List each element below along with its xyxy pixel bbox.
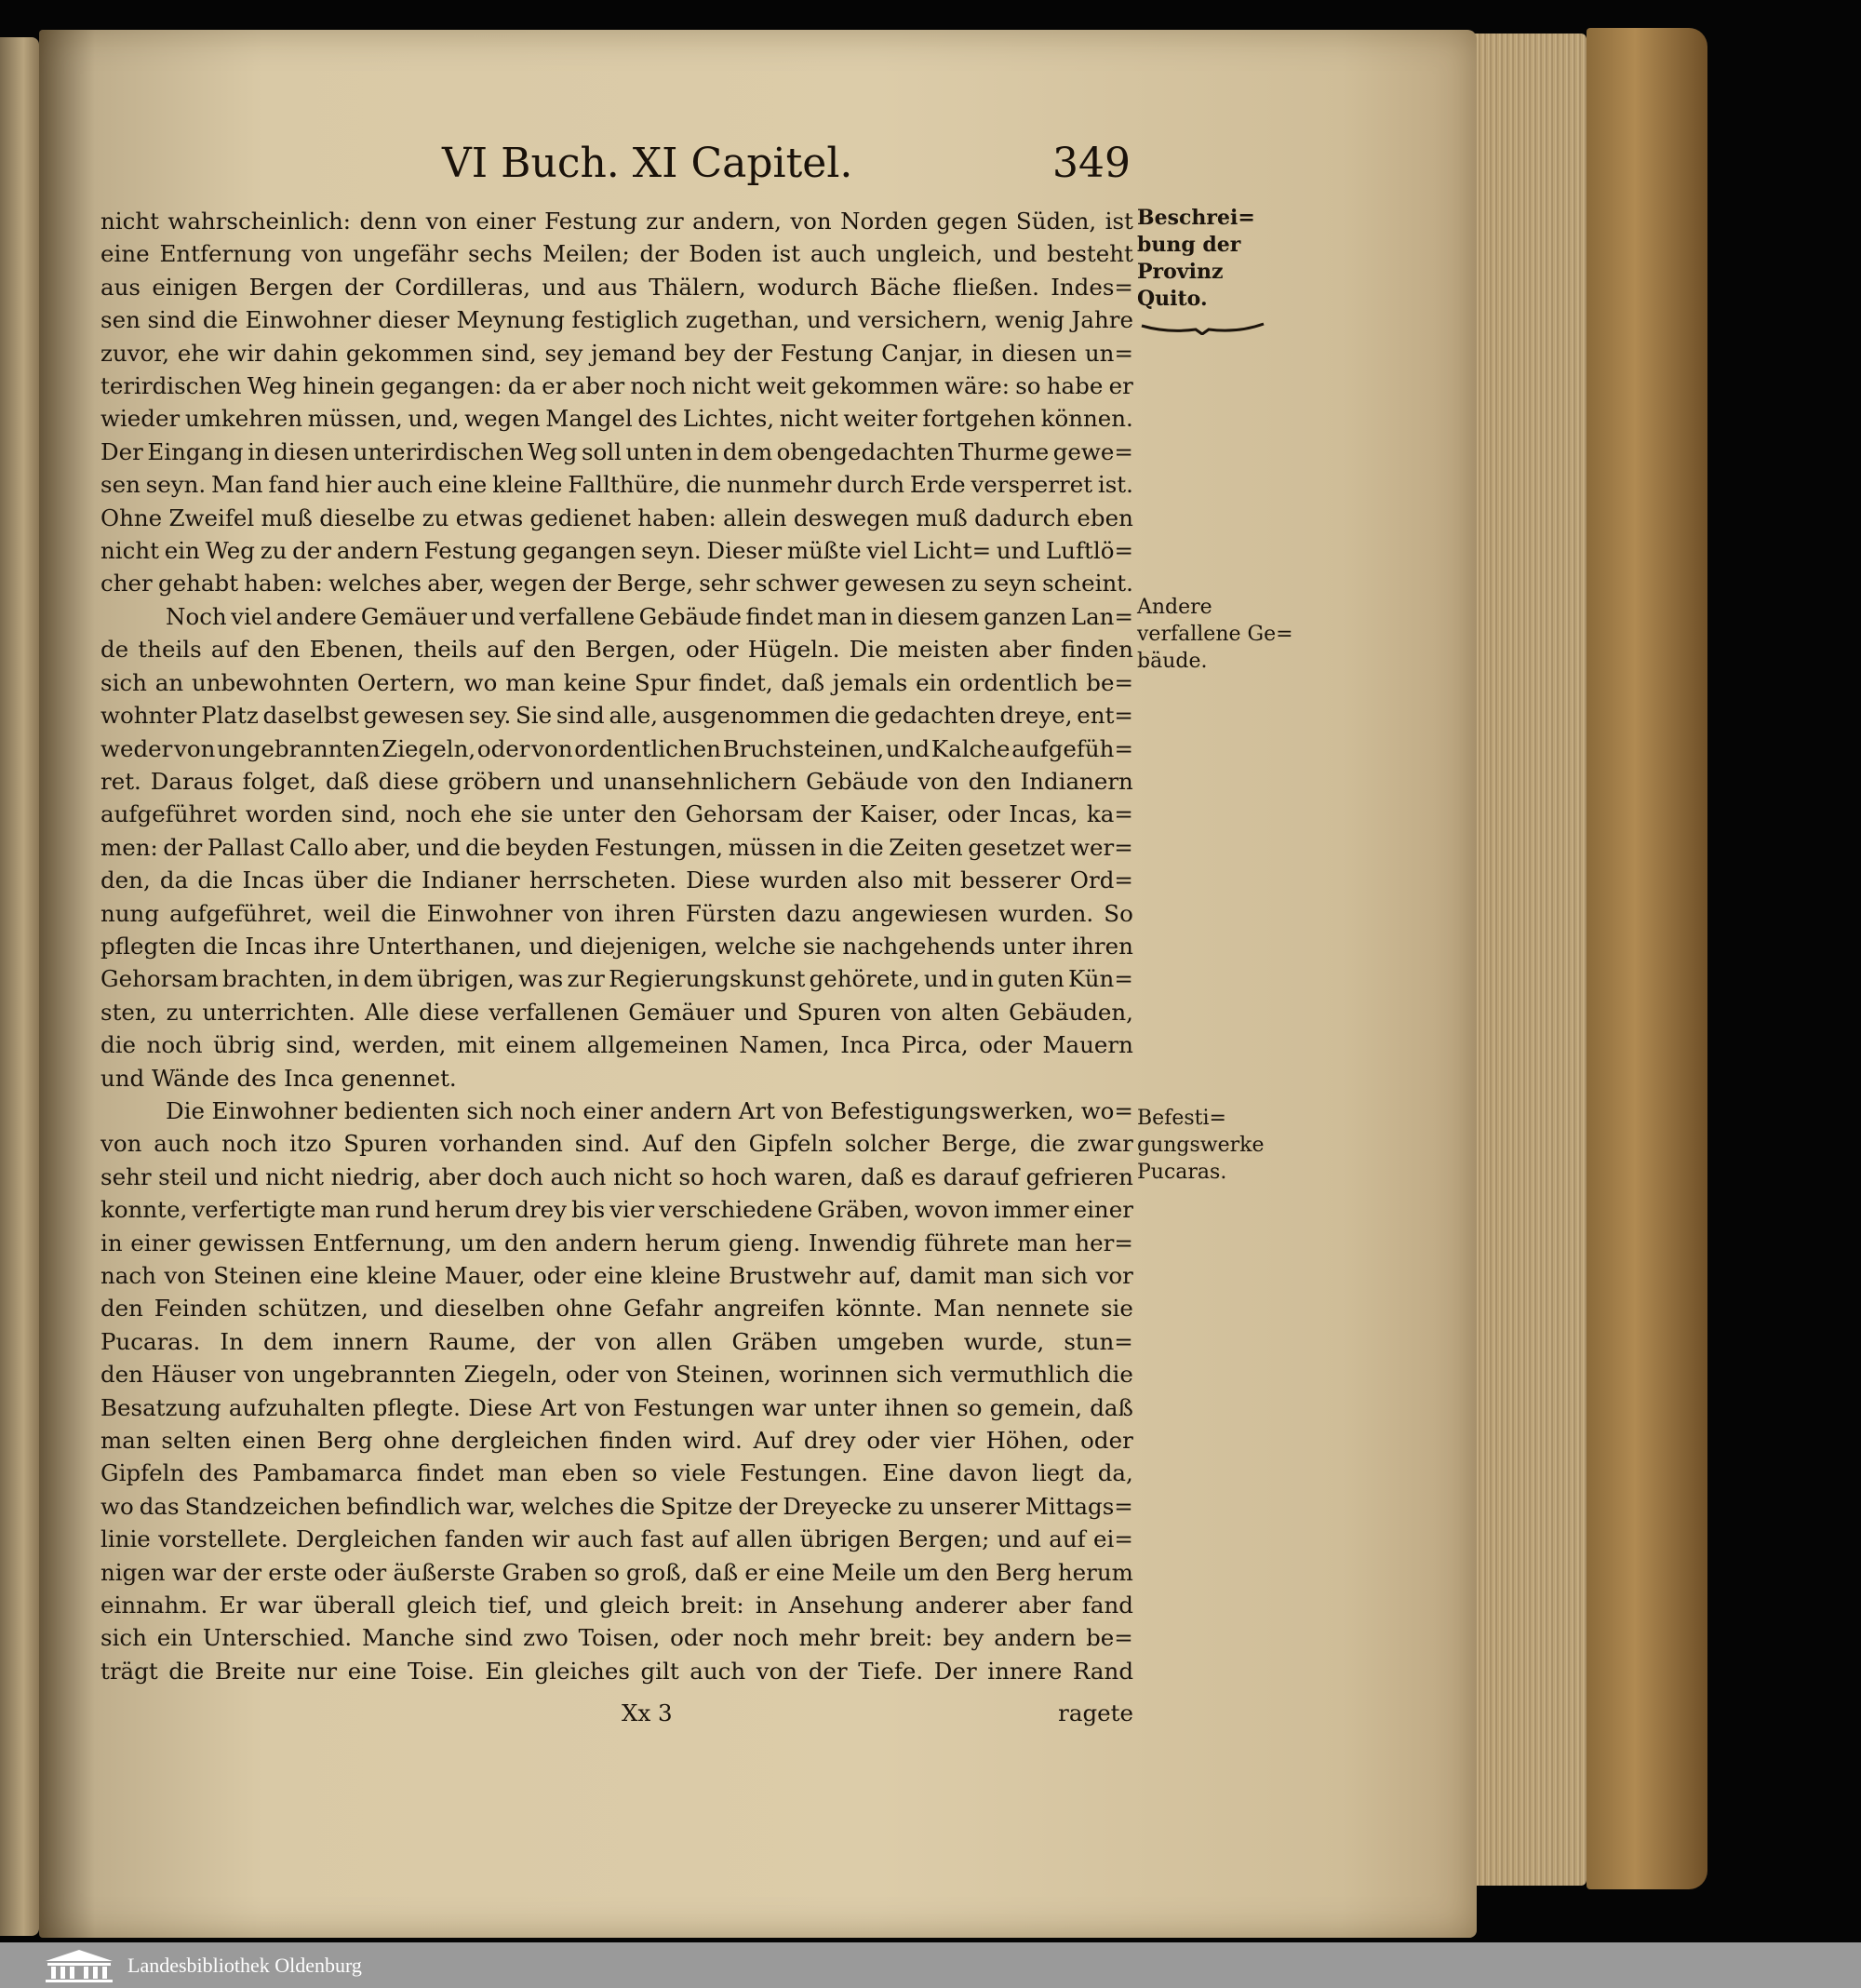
text-line: Pucaras. In dem innern Raume, der von allen Gräben umgeben wurde, stun= [100, 1327, 1133, 1355]
text-line: nigen war der erste oder äußerste Graben so groß, daß er eine Meile um den Berg herum [100, 1558, 1133, 1586]
marginal-note-fortifications [1137, 1105, 1267, 1186]
text-line: Gehorsam brachten, in dem übrigen, was zur Regierungskunst gehörete, und in guten Kün= [100, 965, 1133, 993]
margin-line: verfallene Ge= [1137, 623, 1293, 646]
text-line: sich an unbewohnten Oertern, wo man keine Spur findet, daß jemals ein ordentlich be= [100, 668, 1133, 696]
margin-line: Andere [1137, 596, 1212, 619]
margin-line: Befesti= [1137, 1107, 1226, 1130]
text-line: Gipfeln des Pambamarca findet man eben so viele Festungen. Eine davon liegt da, [100, 1459, 1133, 1487]
text-line: wieder umkehren müssen, und, wegen Mangel des Lichtes, nicht weiter fortgehen können. [100, 405, 1133, 433]
text-line: ret. Daraus folget, daß diese gröbern und unansehnlichern Gebäude von den Indianern [100, 767, 1133, 795]
text-line: pflegten die Incas ihre Unterthanen, und diejenigen, welche sie nachgehends unter ihren [100, 932, 1133, 960]
text-line: von auch noch itzo Spuren vorhanden sind. Auf den Gipfeln solcher Berge, die zwar [100, 1130, 1133, 1158]
margin-line: bäude. [1137, 650, 1208, 673]
left-page-edge [0, 37, 39, 1936]
body-text [100, 205, 1133, 1687]
marginal-note-province [1137, 205, 1267, 313]
text-line: wohnter Platz daselbst gewesen sey. Sie sind alle, ausgenommen die gedachten dreye, ent= [100, 702, 1133, 730]
library-banner [0, 1942, 1861, 1988]
text-line: weder von ungebrannten Ziegeln, oder von ordentlichen Bruchsteinen, und Kalche aufgefüh= [100, 734, 1133, 762]
text-line: den Häuser von ungebrannten Ziegeln, oder von Steinen, worinnen sich vermuthlich die [100, 1361, 1133, 1389]
text-line: Noch viel andere Gemäuer und verfallene Gebäude findet man in diesem ganzen Lan= [166, 602, 1133, 630]
text-line: linie vorstellete. Dergleichen fanden wir auch fast auf allen übrigen Bergen; und auf ei= [100, 1525, 1133, 1553]
text-line: eine Entfernung von ungefähr sechs Meilen; der Boden ist auch ungleich, und besteht [100, 240, 1133, 268]
text-line: men: der Pallast Callo aber, und die beyden Festungen, müssen in die Zeiten gesetzet wer= [100, 833, 1133, 861]
text-line: sen sind die Einwohner dieser Meynung festiglich zugethan, und versichern, wenig Jahre [100, 306, 1133, 334]
text-line: terirdischen Weg hinein gegangen: da er aber noch nicht weit gekommen wäre: so habe er [100, 372, 1133, 400]
catchword: ragete [1058, 1699, 1133, 1726]
page-footer [100, 1699, 1133, 1737]
text-line: Der Eingang in diesen unterirdischen Weg soll unten in dem obengedachten Thurme gewe= [100, 437, 1133, 465]
text-line: Besatzung aufzuhalten pflegte. Diese Art von Festungen war unter ihnen so gemein, daß [100, 1393, 1133, 1421]
text-line: den Feinden schützen, und dieselben ohne Gefahr angreifen könnte. Man nennete sie [100, 1295, 1133, 1323]
text-line: trägt die Breite nur eine Toise. Ein gleiches gilt auch von der Tiefe. Der innere Rand [100, 1657, 1133, 1685]
margin-line: Provinz [1137, 260, 1224, 284]
margin-line: bung der [1137, 233, 1241, 257]
running-header [442, 140, 1131, 195]
text-line: einnahm. Er war überall gleich tief, und gleich breit: in Ansehung anderer aber fand [100, 1592, 1133, 1619]
text-line: zuvor, ehe wir dahin gekommen sind, sey jemand bey der Festung Canjar, in diesen un= [100, 339, 1133, 367]
text-line: aus einigen Bergen der Cordilleras, und aus Thälern, wodurch Bäche fließen. Indes= [100, 273, 1133, 301]
signature-mark: Xx 3 [622, 1699, 673, 1726]
text-line: nicht wahrscheinlich: denn von einer Festung zur andern, von Norden gegen Süden, ist [100, 208, 1133, 235]
text-line: sehr steil und nicht niedrig, aber doch auch nicht so hoch waren, daß es darauf gefrieren [100, 1162, 1133, 1190]
book-cover-edge [1587, 28, 1707, 1889]
text-line: de theils auf den Ebenen, theils auf den Bergen, oder Hügeln. Die meisten aber finden [100, 636, 1133, 664]
text-line: und Wände des Inca genennet. [100, 1064, 457, 1092]
text-line: cher gehabt haben: welches aber, wegen der Berge, sehr schwer gewesen zu seyn scheint. [100, 570, 1133, 598]
library-building-icon [42, 1948, 116, 1983]
page-number: 349 [1052, 140, 1131, 187]
text-line: man selten einen Berg ohne dergleichen finden wird. Auf drey oder vier Höhen, oder [100, 1427, 1133, 1455]
text-line: nach von Steinen eine kleine Mauer, oder eine kleine Brustwehr auf, damit man sich vor [100, 1262, 1133, 1289]
text-line: Die Einwohner bedienten sich noch einer andern Art von Befestigungswerken, wo= [166, 1096, 1133, 1124]
text-line: die noch übrig sind, werden, mit einem allgemeinen Namen, Inca Pirca, oder Mauern [100, 1031, 1133, 1059]
margin-line: gungswerke [1137, 1134, 1265, 1157]
text-line: den, da die Incas über die Indianer herrscheten. Diese wurden also mit besserer Ord= [100, 866, 1133, 894]
text-line: in einer gewissen Entfernung, um den andern herum gieng. Inwendig führete man her= [100, 1229, 1133, 1256]
library-name: Landesbibliothek Oldenburg [127, 1954, 362, 1977]
marginal-note-buildings [1137, 594, 1293, 675]
text-line: nicht ein Weg zu der andern Festung gegangen seyn. Dieser müßte viel Licht= und Luftlö= [100, 537, 1133, 565]
text-line: wo das Standzeichen befindlich war, welches die Spitze der Dreyecke zu unserer Mittags= [100, 1492, 1133, 1520]
margin-line: Beschrei= [1137, 206, 1255, 230]
text-line: Ohne Zweifel muß dieselbe zu etwas gedienet haben: allein deswegen muß dadurch eben [100, 504, 1133, 531]
header-title: VI Buch. XI Capitel. [442, 140, 853, 187]
margin-line: Pucaras. [1137, 1161, 1227, 1184]
margin-flourish [1140, 322, 1265, 335]
text-line: sen seyn. Man fand hier auch eine kleine Fallthüre, die nunmehr durch Erde versperret ist. [100, 471, 1133, 499]
text-line: sten, zu unterrichten. Alle diese verfallenen Gemäuer und Spuren von alten Gebäuden, [100, 998, 1133, 1026]
text-line: sich ein Unterschied. Manche sind zwo Toisen, oder noch mehr breit: bey andern be= [100, 1624, 1133, 1652]
text-line: aufgeführet worden sind, noch ehe sie unter den Gehorsam der Kaiser, oder Incas, ka= [100, 800, 1133, 828]
text-line: konnte, verfertigte man rund herum drey bis vier verschiedene Gräben, wovon immer einer [100, 1196, 1133, 1224]
page-block-edges [1470, 34, 1587, 1886]
text-line: nung aufgeführet, weil die Einwohner von ihren Fürsten dazu angewiesen wurden. So [100, 899, 1133, 927]
margin-line: Quito. [1137, 287, 1208, 311]
